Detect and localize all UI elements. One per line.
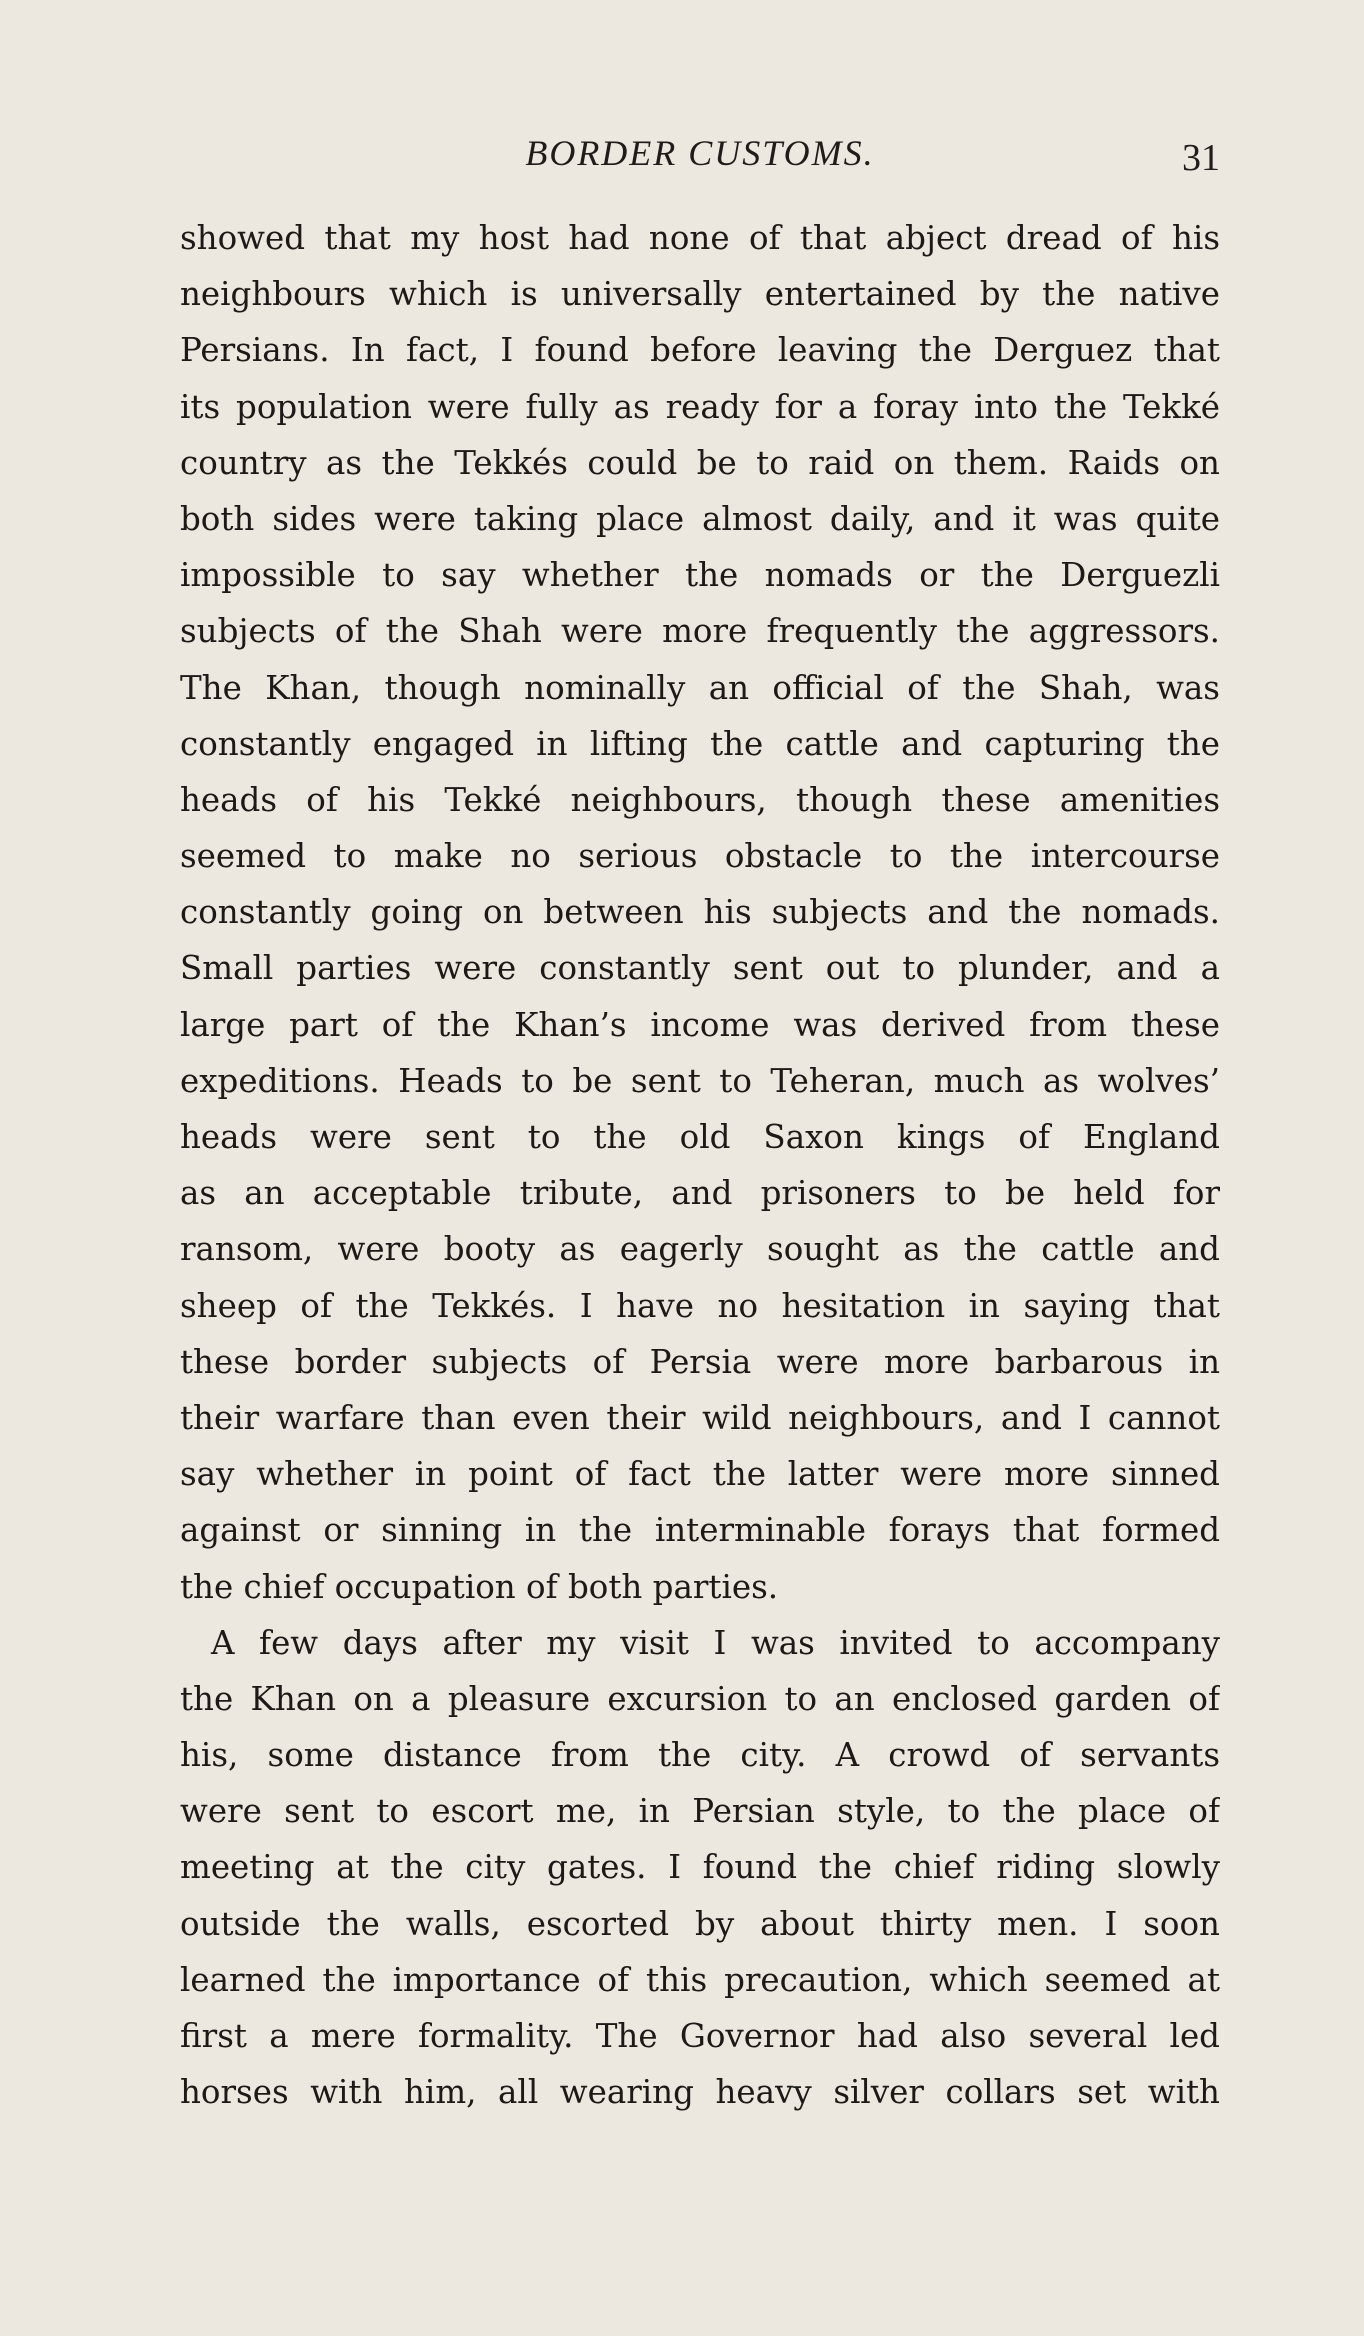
text-line: his, some distance from the city. A crowd of servants (180, 1736, 1220, 1775)
text-line: these border subjects of Persia were more barbarous in (180, 1342, 1220, 1381)
text-line: meeting at the city gates. I found the chief riding slowly (180, 1848, 1220, 1887)
text-line: subjects of the Shah were more frequently the aggressors. (180, 612, 1220, 651)
text-line: heads were sent to the old Saxon kings of England (180, 1118, 1220, 1156)
text-line: The Khan, though nominally an official of the Shah, was (180, 668, 1220, 707)
text-line: first a mere formality. The Governor had also several led (180, 2017, 1220, 2055)
text-line: Small parties were constantly sent out to plunder, and a (180, 949, 1220, 988)
text-line: learned the importance of this precaution, which seemed at (180, 1960, 1220, 1999)
text-line: were sent to escort me, in Persian style, to the place of (180, 1792, 1220, 1831)
text-line: impossible to say whether the nomads or the Derguezli (180, 556, 1220, 595)
text-line: as an acceptable tribute, and prisoners to be held for (180, 1174, 1220, 1213)
page-number: 31 (1182, 137, 1220, 179)
text-line: its population were fully as ready for a foray into the Tekké (180, 387, 1220, 426)
text-line: say whether in point of fact the latter were more sinned (180, 1455, 1220, 1494)
text-line: sheep of the Tekkés. I have no hesitation in saying that (180, 1286, 1220, 1325)
text-line: the Khan on a pleasure excursion to an enclosed garden of (180, 1679, 1220, 1718)
text-line: showed that my host had none of that abject dread of his (180, 219, 1220, 257)
text-line: Persians. In fact, I found before leaving the Derguez that (180, 331, 1220, 370)
text-line: against or sinning in the interminable forays that formed (180, 1511, 1220, 1550)
text-line: ransom, were booty as eagerly sought as the cattle and (180, 1230, 1220, 1269)
body-text (180, 210, 1220, 2120)
text-line: their warfare than even their wild neighbours, and I cannot (180, 1398, 1220, 1437)
text-line: the chief occupation of both parties. (180, 1567, 779, 1606)
text-line: expeditions. Heads to be sent to Teheran, much as wolves’ (180, 1061, 1220, 1100)
running-head (180, 132, 1220, 192)
text-line: country as the Tekkés could be to raid on them. Raids on (180, 443, 1220, 482)
text-line: constantly going on between his subjects and the nomads. (180, 893, 1220, 932)
text-line: large part of the Khan’s income was derived from these (180, 1005, 1220, 1044)
text-line: constantly engaged in lifting the cattle and capturing the (180, 724, 1220, 763)
text-line: heads of his Tekké neighbours, though these amenities (180, 780, 1220, 819)
text-line: horses with him, all wearing heavy silver collars set with (180, 2073, 1220, 2112)
text-line: both sides were taking place almost daily, and it was quite (180, 499, 1220, 538)
text-line: neighbours which is universally entertained by the native (180, 275, 1220, 314)
text-line: A few days after my visit I was invited to accompany (211, 1623, 1220, 1662)
text-line: outside the walls, escorted by about thirty men. I soon (180, 1904, 1220, 1943)
text-line: seemed to make no serious obstacle to the intercourse (180, 837, 1220, 876)
running-title: BORDER CUSTOMS. (525, 133, 875, 173)
